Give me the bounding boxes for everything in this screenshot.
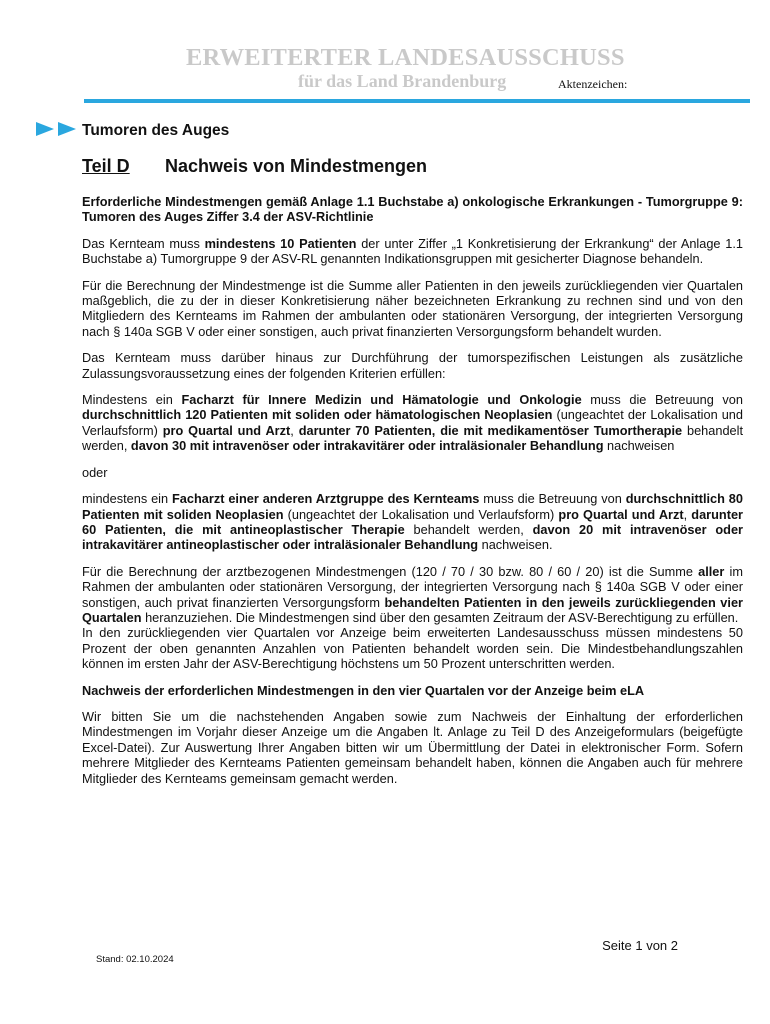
teil-title: Nachweis von Mindestmengen — [165, 156, 428, 176]
nachweis-heading: Nachweis der erforderlichen Mindestmengen in den vier Quartalen vor der Anzeige beim eLA — [82, 682, 645, 698]
paragraph-kriterium-1: Mindestens ein Facharzt für Innere Medizin und Hämatologie und Onkologie muss die Betreuung von durchschnittlich 120 Patienten mit soliden oder hämatologischen Neoplasien (ungeachtet der Lokalisation und Verlaufsform) pro Quartal und Arzt, darunter 70 Patienten, die mit medikamentöser Tumortherapie behandelt werden, davon 30 mit intravenöser oder intrakavitärer oder intraläsionaler Behandlung nachweisen — [82, 392, 743, 454]
document-body — [82, 194, 743, 786]
header-subtitle: für das Land Brandenburg — [298, 71, 507, 91]
header-divider — [84, 99, 750, 103]
aktenzeichen-label: Aktenzeichen: — [558, 77, 628, 91]
section-title: Tumoren des Auges — [82, 122, 230, 139]
teil-label: Teil D — [82, 156, 130, 176]
paragraph-berechnung: Für die Berechnung der Mindestmenge ist die Summe aller Patienten in den jeweils zurückliegenden vier Quartalen maßgeblich, die zu der in dieser Konkretisierung näher bezeichneten Erkrankung zu rechnen sind und von den Mitgliedern des Kernteams im Rahmen der ambulanten oder stationären Versorgung, der integrierten Versorgung nach § 140a SGB V oder einer sonstigen, auch privat finanzierten Versorgungsform behandelt wurden. — [82, 277, 743, 339]
paragraph-zulassung: Das Kernteam muss darüber hinaus zur Durchführung der tumorspezifischen Leistungen als zusätzliche Zulassungsvoraussetzung eines der folgenden Kriterien erfüllen: — [82, 350, 743, 381]
paragraph-kernteam: Das Kernteam muss mindestens 10 Patienten der unter Ziffer „1 Konkretisierung der Erkrankung“ der Anlage 1.1 Buchstabe a) Tumorgruppe 9 der ASV-RL genannten Indikationsgruppen mit gesicherter Diagnose behandeln. — [82, 235, 743, 267]
page-number: Seite 1 von 2 — [602, 938, 678, 953]
paragraph-oder: oder — [82, 464, 108, 480]
paragraph-angaben: Wir bitten Sie um die nachstehenden Angaben sowie zum Nachweis der Einhaltung der erforderlichen Mindestmengen im Vorjahr dieser Anzeige um die Angaben lt. Anlage zu Teil D des Anzeigeformulars (beigefügte Excel-Datei). Zur Auswertung Ihrer Angaben bitten wir um Übermittlung der Datei in elektronischer Form. Sofern mehrere Mitglieder des Kernteams Patienten gemeinsam behandelt haben, können die Angaben auch für mehrere Mitglieder des Kernteams gemeinsam gemacht werden. — [82, 708, 743, 786]
mindestmengen-heading: Erforderliche Mindestmengen gemäß Anlage 1.1 Buchstabe a) onkologische Erkrankungen - Tumorgruppe 9: Tumoren des Auges Ziffer 3.4 der ASV-Richtlinie — [82, 194, 743, 225]
paragraph-arztbezogen: Für die Berechnung der arztbezogenen Mindestmengen (120 / 70 / 30 bzw. 80 / 60 / 20) ist die Summe aller im Rahmen der ambulanten oder stationären Versorgung, der integrierten Versorgung nach § 140a SGB V oder einer sonstigen, auch privat finanzierten Versorgungsform behandelten Patienten in den jeweils zurückliegenden vier Quartalen heranzuziehen. Die Mindestmengen sind über den gesamten Zeitraum der ASV-Berechtigung zu erfüllen. — [82, 563, 743, 625]
header-title: ERWEITERTER LANDESAUSSCHUSS — [186, 44, 625, 71]
paragraph-quartale: In den zurückliegenden vier Quartalen vor Anzeige beim erweiterten Landesausschuss müssen mindestens 50 Prozent der oben genannten Anzahlen von Patienten behandelt worden sein. Die Mindestbehandlungszahlen können im ersten Jahr der ASV-Berechtigung höchstens um 50 Prozent unterschritten werden. — [82, 625, 743, 672]
paragraph-kriterium-2: mindestens ein Facharzt einer anderen Arztgruppe des Kernteams muss die Betreuung von durchschnittlich 80 Patienten mit soliden Neoplasien (ungeachtet der Lokalisation und Verlaufsform) pro Quartal und Arzt, darunter 60 Patienten, die mit antineoplastischer Therapie behandelt werden, davon 20 mit intravenöser oder intrakavitärer antineoplastischer oder intraläsionaler Behandlung nachweisen. — [82, 491, 744, 553]
double-arrow-right-icon — [36, 121, 80, 139]
stand-date: Stand: 02.10.2024 — [96, 954, 174, 965]
